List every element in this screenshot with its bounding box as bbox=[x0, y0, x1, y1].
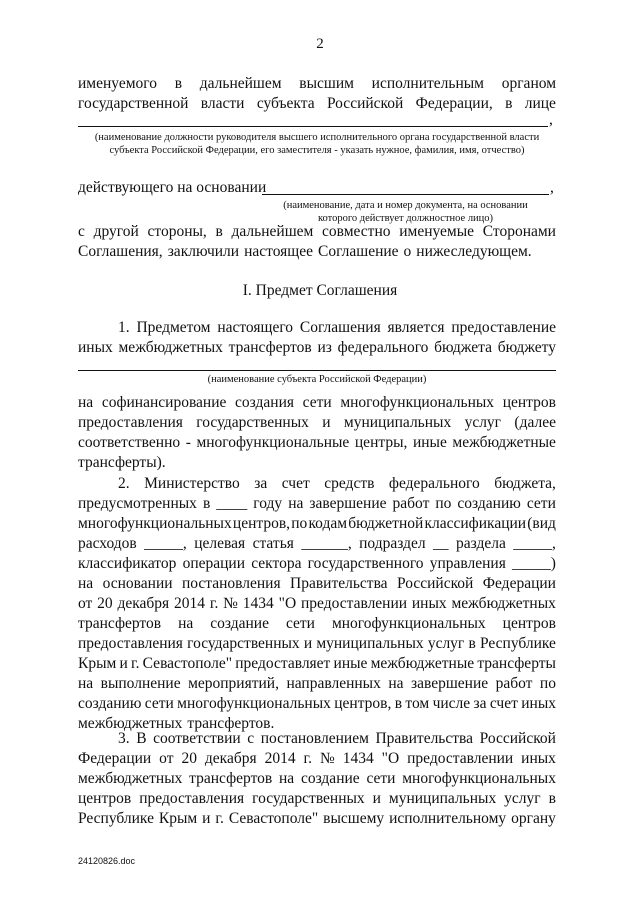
caption-line: субъекта Российской Федерации, его заместителя - указать нужное, фамилия, имя, отчество) bbox=[109, 145, 525, 156]
word: бюджету bbox=[497, 339, 556, 356]
word: декабря bbox=[204, 750, 257, 767]
word: за bbox=[254, 475, 268, 492]
word: выполнение bbox=[100, 675, 181, 692]
word: - bbox=[185, 434, 191, 451]
word: управления bbox=[429, 555, 506, 572]
word: федерального bbox=[337, 339, 429, 356]
word: созданию bbox=[457, 495, 521, 512]
word: муниципальных bbox=[316, 635, 424, 652]
word: № bbox=[223, 595, 238, 612]
word: по bbox=[539, 675, 556, 692]
word: 2. bbox=[118, 475, 130, 492]
text-line bbox=[78, 413, 556, 433]
word: 20 bbox=[181, 750, 197, 767]
word: органом bbox=[501, 75, 556, 92]
word: государственных bbox=[187, 635, 300, 652]
word: именуемые bbox=[399, 223, 475, 240]
word: г. bbox=[303, 750, 312, 767]
word: центры, bbox=[354, 434, 408, 451]
word: в bbox=[505, 95, 513, 112]
text-line bbox=[78, 318, 556, 338]
caption-line: (наименование, дата и номер документа, на основании bbox=[283, 200, 528, 211]
word: многофункциональные bbox=[196, 434, 350, 451]
word: софинансирование bbox=[101, 394, 227, 411]
word: 1434 bbox=[342, 750, 374, 767]
word: органу bbox=[511, 810, 556, 827]
word: Соглашения, bbox=[78, 243, 163, 260]
word: межбюджетных bbox=[78, 770, 183, 787]
word: многофункциональных bbox=[340, 394, 495, 411]
word: стороны, bbox=[147, 223, 207, 240]
word: о bbox=[403, 243, 412, 260]
text-line bbox=[78, 514, 556, 534]
word: в bbox=[468, 635, 476, 652]
word: предусмотренных bbox=[78, 495, 197, 512]
page-number: 2 bbox=[316, 36, 324, 52]
section-heading: I. Предмет Соглашения bbox=[242, 282, 398, 299]
text-line bbox=[78, 534, 556, 554]
word: иные bbox=[333, 655, 368, 672]
word: лице bbox=[524, 95, 556, 112]
word: постановлением bbox=[260, 730, 369, 747]
word: 1434 bbox=[242, 595, 274, 612]
word: в bbox=[202, 495, 211, 512]
word: многофункциональных bbox=[177, 695, 331, 712]
word: предоставление bbox=[451, 319, 556, 336]
word: на bbox=[78, 394, 94, 411]
word: межбюджетных bbox=[451, 595, 556, 612]
text-line bbox=[78, 338, 556, 358]
word: и bbox=[372, 790, 381, 807]
word: предоставлении bbox=[407, 750, 514, 767]
fill-in-line-basis bbox=[262, 194, 549, 195]
word: иных bbox=[411, 595, 447, 612]
word: созданию bbox=[78, 695, 142, 712]
word: по bbox=[291, 515, 308, 532]
word: настоящего bbox=[217, 319, 294, 336]
word: трансфертов bbox=[78, 615, 162, 632]
other-side-paragraph bbox=[78, 222, 556, 262]
word: федерального bbox=[388, 475, 480, 492]
word: Крым bbox=[158, 810, 198, 827]
text-line bbox=[78, 654, 556, 674]
word: Соглашение bbox=[317, 243, 399, 260]
text-line bbox=[78, 769, 556, 789]
word: счет bbox=[489, 695, 518, 712]
word: государственных bbox=[196, 414, 309, 431]
word: центров, bbox=[232, 515, 291, 532]
word: муниципальных bbox=[388, 790, 497, 807]
word: предоставления bbox=[139, 790, 245, 807]
word: том bbox=[405, 695, 430, 712]
word: числе bbox=[432, 695, 471, 712]
word: из bbox=[317, 339, 332, 356]
word: государственного bbox=[307, 555, 424, 572]
word: Федерации, bbox=[415, 95, 493, 112]
text-line bbox=[78, 594, 556, 614]
word: дальнейшем bbox=[199, 75, 282, 92]
word: основании bbox=[102, 575, 173, 592]
word: 1. bbox=[118, 319, 130, 336]
word: иных bbox=[78, 339, 113, 356]
word: кодам bbox=[308, 515, 348, 532]
word: в bbox=[215, 223, 223, 240]
word: декабря bbox=[117, 595, 170, 612]
word: на bbox=[178, 615, 194, 632]
word: государственной bbox=[78, 95, 189, 112]
word: сети bbox=[366, 770, 396, 787]
text-line bbox=[78, 74, 556, 94]
word: иных bbox=[521, 750, 556, 767]
text-line bbox=[78, 494, 556, 514]
caption-line: (наименование должности руководителя высшего исполнительного органа государственной власти bbox=[94, 132, 540, 143]
text-line bbox=[78, 474, 556, 494]
word: операции bbox=[182, 555, 246, 572]
text-line bbox=[78, 554, 556, 574]
text-line bbox=[78, 694, 556, 714]
word: подраздел bbox=[359, 535, 426, 552]
word: межбюджетные bbox=[452, 434, 556, 451]
word: на bbox=[279, 770, 295, 787]
word: _____, bbox=[144, 535, 187, 552]
word: бюджета, bbox=[494, 475, 556, 492]
word: совместно bbox=[322, 223, 391, 240]
word: работ bbox=[495, 675, 533, 692]
word: Российской bbox=[326, 95, 404, 112]
word: Предметом bbox=[136, 319, 211, 336]
word: работ bbox=[392, 495, 430, 512]
word: услуг bbox=[427, 635, 465, 652]
word: Федерации bbox=[482, 575, 556, 592]
region-caption: (наименование субъекта Российской Федерации) bbox=[207, 374, 427, 385]
text-line bbox=[78, 749, 556, 769]
word: сети bbox=[144, 695, 174, 712]
word: раздела bbox=[455, 535, 506, 552]
text-line bbox=[78, 453, 556, 473]
intro-paragraph bbox=[78, 74, 556, 114]
word: муниципальных bbox=[343, 414, 452, 431]
word: от bbox=[159, 750, 174, 767]
word: Министерство bbox=[144, 475, 240, 492]
word: Республике bbox=[78, 810, 154, 827]
acting-basis-label: действующего на основании bbox=[78, 179, 267, 196]
word: на bbox=[288, 495, 304, 512]
text-line bbox=[78, 729, 556, 749]
word: направленных bbox=[286, 675, 381, 692]
footer-filename: 24120826.doc bbox=[78, 856, 136, 866]
text-line bbox=[78, 674, 556, 694]
word: году bbox=[253, 495, 283, 512]
word: Федерации bbox=[78, 750, 152, 767]
word: расходов bbox=[78, 535, 137, 552]
word: Соглашения bbox=[299, 319, 381, 336]
text-line bbox=[78, 809, 556, 829]
word: Республике bbox=[479, 635, 556, 652]
word: трансферты bbox=[477, 655, 556, 672]
word: является bbox=[387, 319, 445, 336]
text-line bbox=[78, 634, 556, 654]
word: Сторонами bbox=[482, 223, 556, 240]
word: центров bbox=[502, 394, 556, 411]
word: с bbox=[247, 730, 255, 747]
word: 2014 bbox=[174, 595, 206, 612]
word: Российской bbox=[396, 575, 474, 592]
word: и bbox=[322, 414, 331, 431]
word: в bbox=[174, 75, 183, 92]
clause-1-continuation bbox=[78, 393, 556, 473]
word: 2014 bbox=[264, 750, 296, 767]
word: другой bbox=[93, 223, 139, 240]
word: трансфертов. bbox=[187, 715, 275, 732]
word: классификатор bbox=[78, 555, 177, 572]
word: трансфертов bbox=[189, 770, 273, 787]
clause-2 bbox=[78, 474, 556, 734]
word: целевая bbox=[194, 535, 246, 552]
word: 3. bbox=[118, 730, 130, 747]
word: бюджетной bbox=[348, 515, 424, 532]
word: г. bbox=[130, 655, 140, 672]
word: межбюджетных bbox=[118, 339, 223, 356]
word: ____ bbox=[216, 495, 248, 512]
word: центров bbox=[78, 790, 132, 807]
word: бюджета bbox=[434, 339, 492, 356]
word: исполнительным bbox=[371, 75, 484, 92]
word: сети bbox=[526, 495, 556, 512]
word: и bbox=[303, 635, 313, 652]
word: _____) bbox=[512, 555, 556, 572]
word: (далее bbox=[514, 414, 556, 431]
word: иные bbox=[412, 434, 447, 451]
official-caption bbox=[78, 131, 556, 157]
word: по bbox=[435, 495, 452, 512]
word: 20 bbox=[97, 595, 113, 612]
word: исполнительному bbox=[389, 810, 507, 827]
word: с bbox=[78, 223, 85, 240]
word: услуг bbox=[504, 790, 541, 807]
word: на bbox=[78, 675, 94, 692]
text-line bbox=[78, 433, 556, 453]
word: дальнейшем bbox=[231, 223, 314, 240]
word: Правительства bbox=[290, 575, 388, 592]
word: (вид bbox=[527, 515, 556, 532]
word: за bbox=[473, 695, 487, 712]
word: на bbox=[78, 575, 94, 592]
word: ______, bbox=[301, 535, 352, 552]
word: соответствии bbox=[153, 730, 241, 747]
word: высшим bbox=[299, 75, 354, 92]
word: В bbox=[136, 730, 147, 747]
fill-in-line-official bbox=[78, 126, 548, 127]
text-line bbox=[78, 94, 556, 114]
text-line bbox=[78, 393, 556, 413]
word: предоставления bbox=[78, 635, 183, 652]
word: услуг bbox=[464, 414, 502, 431]
word: субъекта bbox=[256, 95, 315, 112]
word: мероприятий, bbox=[188, 675, 279, 692]
word: настоящее bbox=[244, 243, 313, 260]
text-line bbox=[78, 614, 556, 634]
word: предоставляет bbox=[235, 655, 331, 672]
word: _____, bbox=[513, 535, 556, 552]
word: г. bbox=[209, 595, 219, 612]
text-line bbox=[78, 574, 556, 594]
word: государственных bbox=[252, 790, 365, 807]
word: создание bbox=[210, 615, 269, 632]
word: в bbox=[548, 790, 556, 807]
word: постановления bbox=[181, 575, 281, 592]
word: г. bbox=[215, 810, 224, 827]
word: именуемого bbox=[78, 75, 157, 92]
word: многофункциональных bbox=[402, 770, 556, 787]
word: иных bbox=[521, 695, 556, 712]
word: предоставления bbox=[78, 414, 183, 431]
word: центров bbox=[502, 615, 556, 632]
word: "О bbox=[278, 595, 297, 612]
word: высшему bbox=[323, 810, 385, 827]
word: создание bbox=[300, 770, 360, 787]
word: и bbox=[119, 655, 128, 672]
word: статья bbox=[252, 535, 294, 552]
word: счет bbox=[281, 475, 310, 492]
word: Российской bbox=[479, 730, 556, 747]
word: межбюджетные bbox=[370, 655, 475, 672]
word: власти bbox=[200, 95, 245, 112]
word: Севастополе" bbox=[228, 810, 319, 827]
word: сектора bbox=[251, 555, 302, 572]
clause-1 bbox=[78, 318, 556, 358]
word: сети bbox=[285, 615, 315, 632]
word: предоставлении bbox=[300, 595, 408, 612]
word: сети bbox=[302, 394, 332, 411]
word: завершение bbox=[410, 675, 489, 692]
word: __ bbox=[433, 535, 449, 552]
text-line bbox=[78, 242, 556, 262]
fill-in-line-region bbox=[78, 370, 556, 371]
comma: , bbox=[549, 111, 553, 128]
comma: , bbox=[550, 179, 554, 196]
word: трансферты). bbox=[78, 454, 166, 471]
word: заключили bbox=[167, 243, 240, 260]
clause-3 bbox=[78, 729, 556, 829]
word: завершение bbox=[309, 495, 387, 512]
word: центров, bbox=[334, 695, 392, 712]
word: в bbox=[394, 695, 403, 712]
word: от bbox=[78, 595, 93, 612]
word: межбюджетных bbox=[78, 715, 183, 732]
text-line bbox=[78, 222, 556, 242]
text-line bbox=[78, 789, 556, 809]
word: и bbox=[202, 810, 211, 827]
word: № bbox=[319, 750, 335, 767]
word: создания bbox=[235, 394, 295, 411]
word: трансфертов bbox=[228, 339, 312, 356]
word: соответственно bbox=[78, 434, 181, 451]
word: средств bbox=[324, 475, 375, 492]
caption-line: которого действует должностное лицо) bbox=[317, 213, 494, 224]
word: классификации bbox=[424, 515, 527, 532]
word: Правительства bbox=[375, 730, 474, 747]
word: многофункциональных bbox=[78, 515, 232, 532]
word: многофункциональных bbox=[331, 615, 486, 632]
word: нижеследующем. bbox=[416, 243, 532, 260]
word: Крым bbox=[78, 655, 117, 672]
word: "О bbox=[381, 750, 400, 767]
word: на bbox=[388, 675, 404, 692]
word: Севастополе" bbox=[142, 655, 233, 672]
